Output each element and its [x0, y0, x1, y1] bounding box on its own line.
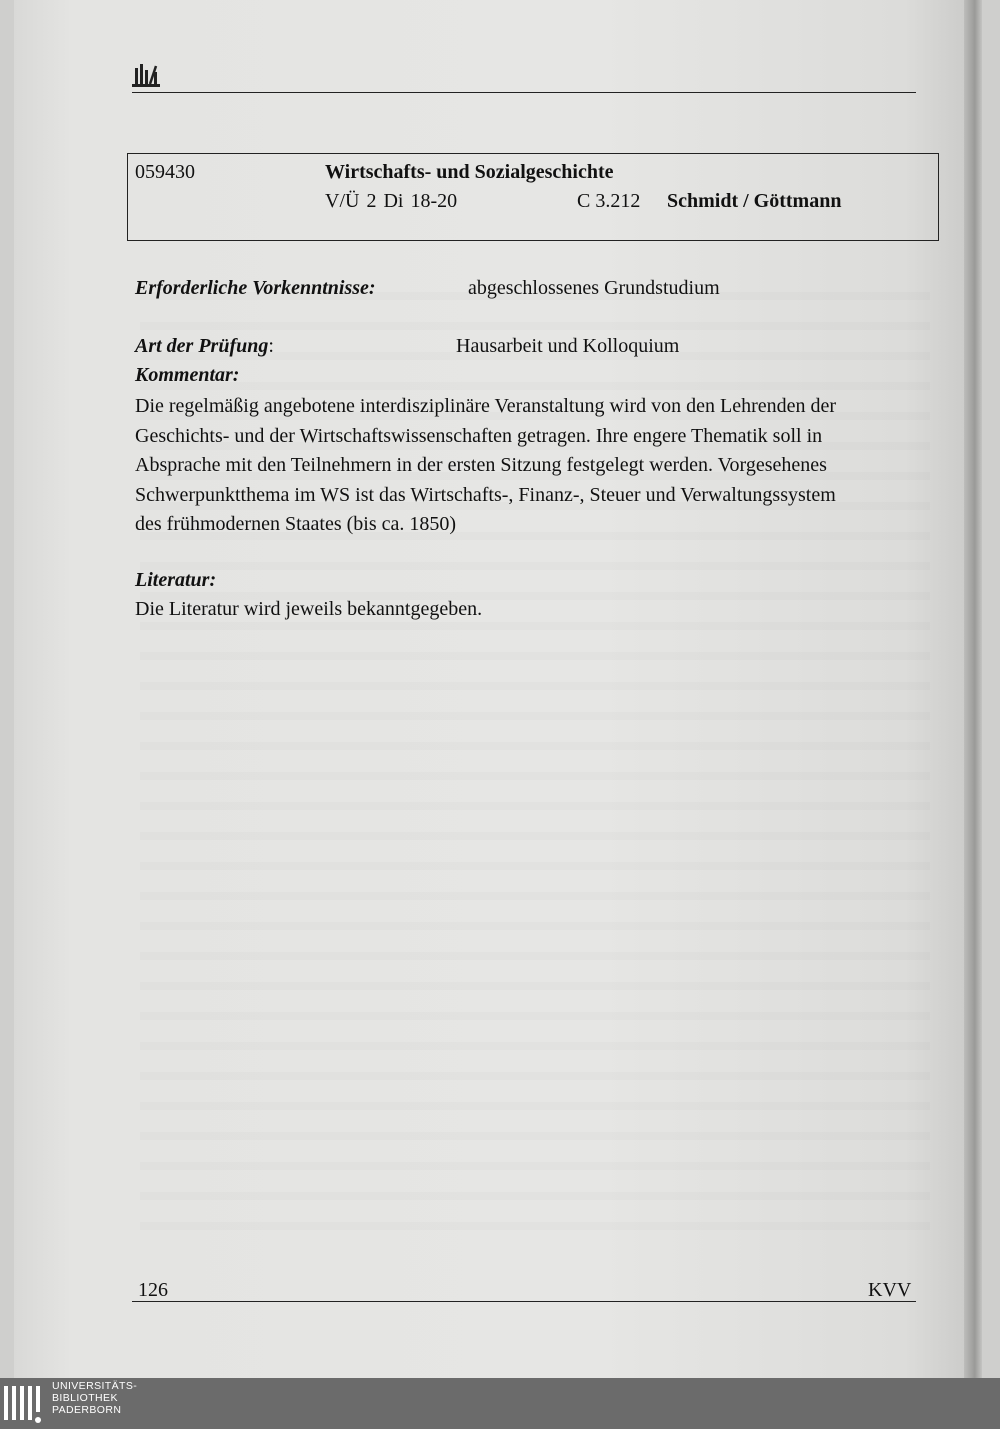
library-bar	[0, 1378, 1000, 1429]
library-name-line: BIBLIOTHEK	[52, 1392, 118, 1404]
comment-line: Absprache mit den Teilnehmern in der ersten Sitzung festgelegt werden. Vorgesehenes	[135, 454, 827, 477]
course-lecturers: Schmidt / Göttmann	[667, 190, 842, 212]
exam-label-colon: :	[268, 335, 274, 357]
course-title: Wirtschafts- und Sozialgeschichte	[325, 161, 614, 183]
library-name-line: UNIVERSITÄTS-	[52, 1380, 138, 1392]
comment-line: Geschichts- und der Wirtschaftswissenschaften getragen. Ihre engere Thematik soll in	[135, 424, 823, 447]
exam-label: Art der Prüfung	[135, 335, 269, 357]
literature-value: Die Literatur wird jeweils bekanntgegeben.	[135, 598, 483, 620]
literature-label: Literatur:	[135, 569, 217, 591]
page-number: 126	[138, 1279, 168, 1301]
library-name-line: PADERBORN	[52, 1404, 122, 1416]
page-edge	[964, 0, 982, 1378]
stacked-books-logo-icon	[132, 62, 160, 88]
footer-rule	[132, 1301, 916, 1302]
course-number: 059430	[135, 161, 195, 183]
exam-label-group	[135, 335, 274, 358]
comment-line: Schwerpunktthema im WS ist das Wirtschafts-, Finanz-, Steuer und Verwaltungssystem	[135, 483, 836, 506]
library-name	[52, 1380, 137, 1416]
exam-value: Hausarbeit und Kolloquium	[456, 335, 680, 357]
section-code: KVV	[868, 1279, 912, 1301]
library-barcode-logo-icon	[4, 1382, 46, 1426]
prerequisites-value: abgeschlossenes Grundstudium	[468, 277, 720, 299]
comment-line: des frühmodernen Staates (bis ca. 1850)	[135, 513, 457, 536]
comment-paragraph	[135, 392, 925, 540]
comment-line: Die regelmäßig angebotene interdisziplinäre Veranstaltung wird von den Lehrenden der	[135, 395, 837, 417]
header-rule	[132, 92, 916, 93]
prerequisites-label: Erforderliche Vorkenntnisse:	[135, 277, 376, 299]
course-type-time: V/Ü 2 Di 18-20	[325, 190, 458, 212]
comment-label: Kommentar:	[135, 364, 240, 386]
course-room: C 3.212	[577, 190, 641, 212]
